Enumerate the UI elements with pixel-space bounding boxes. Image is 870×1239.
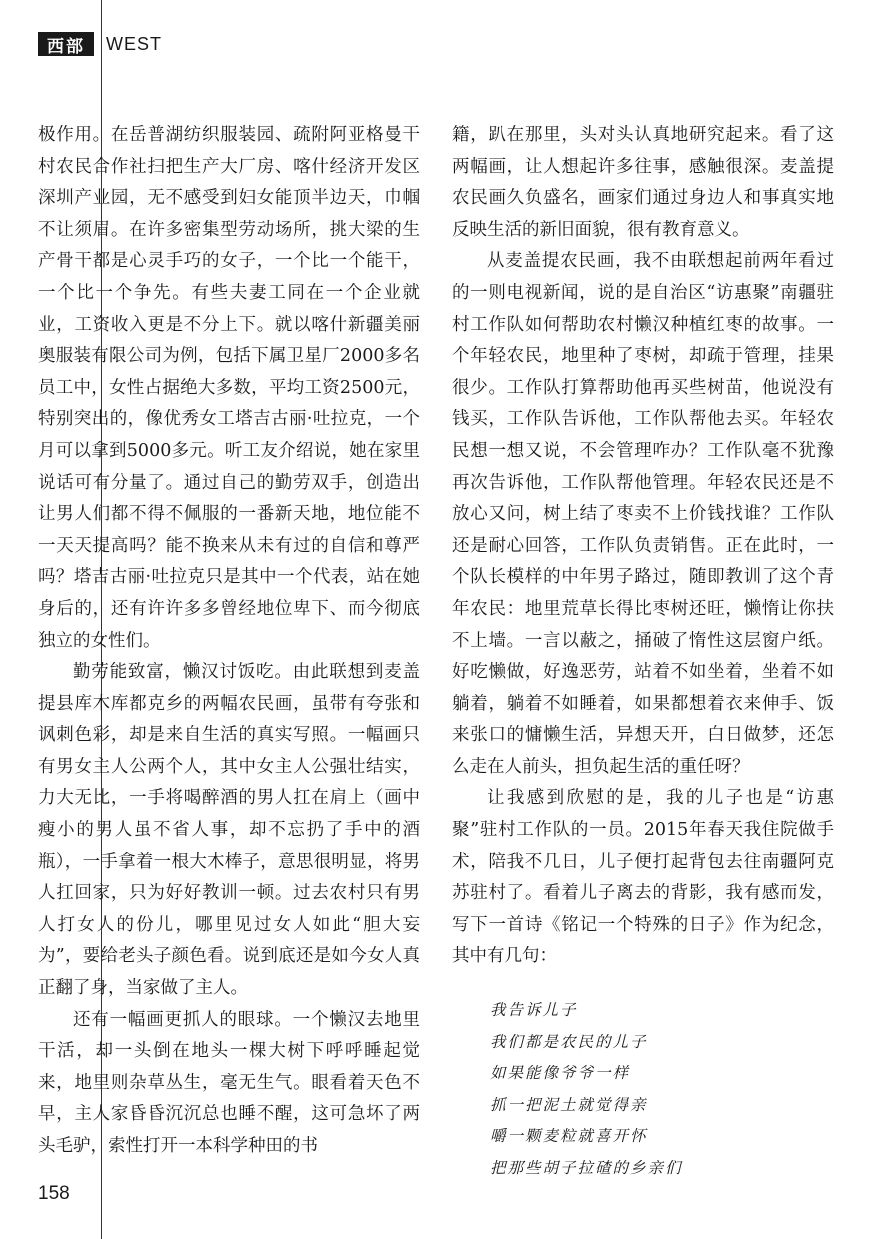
paragraph: 还有一幅画更抓人的眼球。一个懒汉去地里干活，却一头倒在地头一棵大树下呼呼睡起觉来，地里则杂草丛生，毫无生气。眼看着天色不早，主人家昏昏沉沉总也睡不醒，这可急坏了两头毛驴，索性打开一本科学种田的书 <box>38 1009 420 1156</box>
poem-line: 我们都是农民的儿子 <box>490 1032 648 1051</box>
section-label: WEST <box>106 33 162 54</box>
right-column <box>452 120 834 1184</box>
poem-line: 嚼一颗麦粒就喜开怀 <box>490 1127 648 1146</box>
left-column <box>38 120 420 1163</box>
poem-line: 我告诉儿子 <box>490 1001 578 1020</box>
page-number: 158 <box>38 1183 70 1204</box>
magazine-logo: 西部 <box>38 32 94 56</box>
poem-line: 如果能像爷爷一样 <box>490 1064 631 1083</box>
paragraph: 让我感到欣慰的是，我的儿子也是“访惠聚”驻村工作队的一员。2015年春天我住院做手术，陪我不几日，儿子便打起背包去往南疆阿克苏驻村了。看着儿子离去的背影，我有感而发，写下一首诗《铭记一个特殊的日子》作为纪念，其中有几句： <box>452 788 834 967</box>
paragraph: 从麦盖提农民画，我不由联想起前两年看过的一则电视新闻，说的是自治区“访惠聚”南疆驻村工作队如何帮助农村懒汉种植红枣的故事。一个年轻农民，地里种了枣树，却疏于管理，挂果很少。工作队打算帮助他再买些树苗，他说没有钱买，工作队告诉他，工作队帮他去买。年轻农民想一想又说，不会管理咋办？工作队毫不犹豫再次告诉他，工作队帮他管理。年轻农民还是不放心又问，树上结了枣卖不上价钱找谁？工作队还是耐心回答，工作队负责销售。正在此时，一个队长模样的中年男子路过，随即教训了这个青年农民：地里荒草长得比枣树还旺，懒惰让你扶不上墙。一言以蔽之，捅破了惰性这层窗户纸。好吃懒做，好逸恶劳，站着不如坐着，坐着不如躺着，躺着不如睡着，如果都想着衣来伸手、饭来张口的慵懒生活，异想天开，白日做梦，还怎么走在人前头，担负起生活的重任呀？ <box>452 251 834 777</box>
paragraph: 籍，趴在那里，头对头认真地研究起来。看了这两幅画，让人想起许多往事，感触很深。麦盖提农民画久负盛名，画家们通过身边人和事真实地反映生活的新旧面貌，很有教育意义。 <box>452 125 834 240</box>
poem-line: 抓一把泥土就觉得亲 <box>490 1095 648 1114</box>
poem-line: 把那些胡子拉碴的乡亲们 <box>490 1158 683 1177</box>
poem-excerpt <box>490 995 834 1184</box>
paragraph: 勤劳能致富，懒汉讨饭吃。由此联想到麦盖提县库木库都克乡的两幅农民画，虽带有夸张和讽刺色彩，却是来自生活的真实写照。一幅画只有男女主人公两个人，其中女主人公强壮结实，力大无比，一手将喝醉酒的男人扛在肩上（画中瘦小的男人虽不省人事，却不忘扔了手中的酒瓶），一手拿着一根大木棒子，意思很明显，将男人扛回家，只为好好教训一顿。过去农村只有男人打女人的份儿，哪里见过女人如此“胆大妄为”，要给老头子颜色看。说到底还是如今女人真正翻了身，当家做了主人。 <box>38 662 420 999</box>
running-header <box>38 31 162 57</box>
paragraph: 极作用。在岳普湖纺织服装园、疏附阿亚格曼干村农民合作社扫把生产大厂房、喀什经济开发区深圳产业园，无不感受到妇女能顶半边天，巾帼不让须眉。在许多密集型劳动场所，挑大梁的生产骨干都是心灵手巧的女子，一个比一个能干，一个比一个争先。有些夫妻工同在一个企业就业，工资收入更是不分上下。就以喀什新疆美丽奥服装有限公司为例，包括下属卫星厂2000多名员工中，女性占据绝大多数，平均工资2500元，特别突出的，像优秀女工塔吉古丽·吐拉克，一个月可以拿到5000多元。听工友介绍说，她在家里说话可有分量了。通过自己的勤劳双手，创造出让男人们都不得不佩服的一番新天地，地位能不一天天提高吗？能不换来从未有过的自信和尊严吗？塔吉古丽·吐拉克只是其中一个代表，站在她身后的，还有许许多多曾经地位卑下、而今彻底独立的女性们。 <box>38 125 420 651</box>
